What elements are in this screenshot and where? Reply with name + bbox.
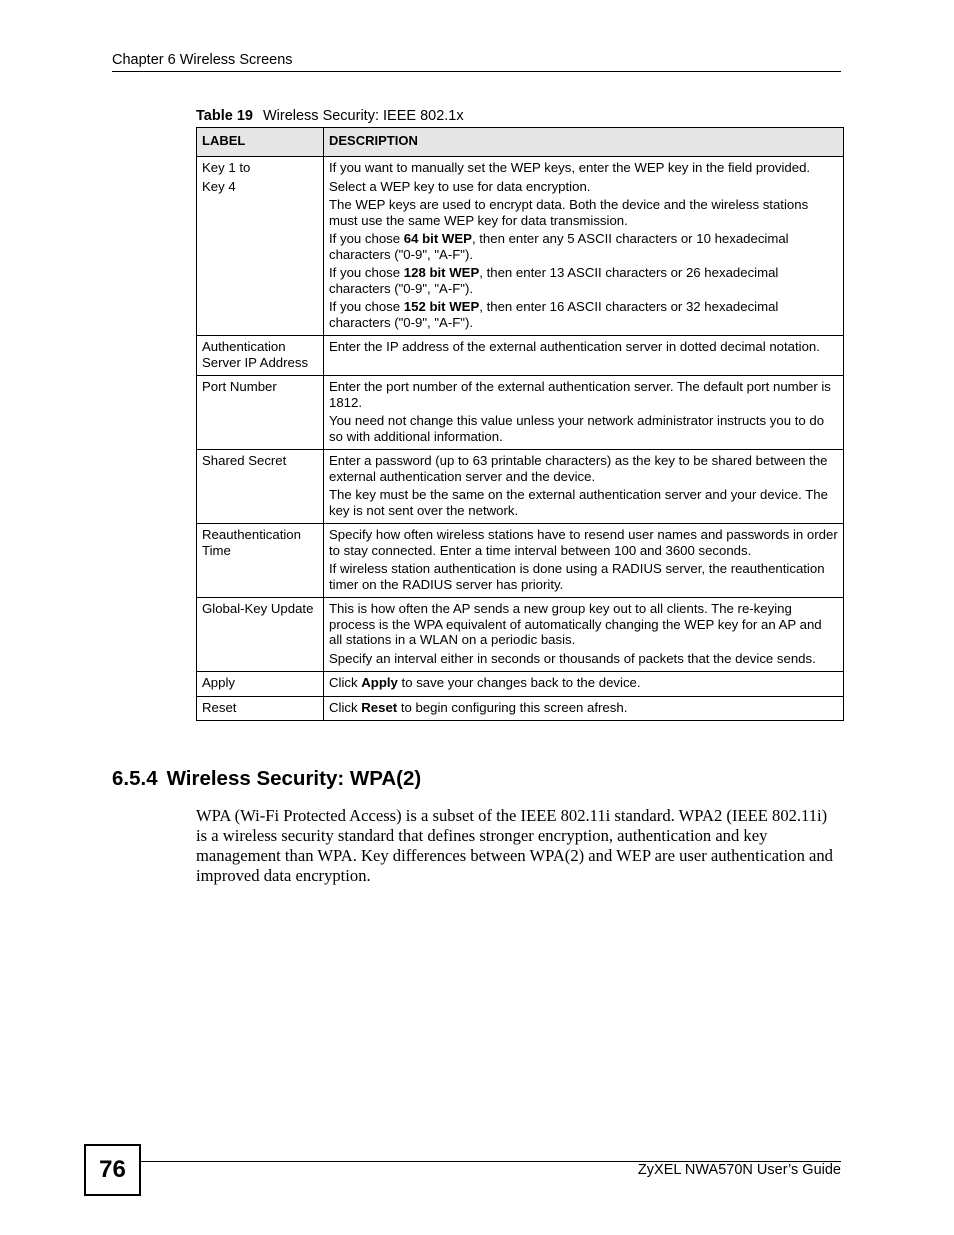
description-text: If you chose (329, 265, 404, 280)
section-heading (112, 767, 421, 791)
row-label (197, 376, 324, 450)
description-text: If you chose (329, 299, 404, 314)
row-label-line: Authentication Server IP Address (202, 339, 309, 370)
section-number: 6.5.4 (112, 767, 158, 790)
description-emphasis: Reset (361, 699, 398, 715)
description-text: Specify how often wireless stations have to resend user names and passwords in order to stay connected. Enter a time interval between 100 and 3600 seconds. (329, 527, 838, 558)
row-label (197, 598, 324, 672)
description-text: Specify an interval either in seconds or thousands of packets that the device sends. (329, 650, 816, 666)
table-row (197, 524, 844, 598)
row-label (197, 450, 324, 524)
page-number-box (84, 1144, 141, 1196)
row-label-line: Reset (202, 699, 237, 715)
description-text: , then enter 16 ASCII characters or 32 hexadecimal characters ("0-9", "A-F"). (329, 299, 779, 330)
table-caption-number: Table 19 (196, 108, 253, 124)
row-label (197, 336, 324, 376)
wireless-security-table (196, 127, 844, 721)
table-row (197, 336, 844, 376)
description-paragraph (329, 265, 838, 296)
description-paragraph (329, 700, 838, 716)
description-text: If you want to manually set the WEP keys, enter the WEP key in the field provided. (329, 160, 811, 175)
description-paragraph (329, 453, 838, 484)
description-paragraph (329, 299, 838, 330)
table-caption (196, 108, 464, 124)
row-description (324, 376, 844, 450)
running-header: Chapter 6 Wireless Screens (112, 52, 293, 68)
table-header-row (197, 128, 844, 157)
row-label-line: Shared Secret (202, 453, 287, 468)
description-text: , then enter 13 ASCII characters or 26 hexadecimal characters ("0-9", "A-F"). (329, 265, 779, 296)
row-description (324, 157, 844, 336)
column-header-label: LABEL (197, 128, 324, 157)
description-text: Enter the port number of the external authentication server. The default port number is 1812. (329, 379, 831, 410)
description-paragraph (329, 675, 838, 691)
description-text: If you chose (329, 231, 404, 246)
description-emphasis: 128 bit WEP (403, 265, 480, 280)
description-text: Enter a password (up to 63 printable characters) as the key to be shared between the external authentication server and the device. (329, 453, 828, 484)
description-paragraph (329, 231, 838, 262)
description-text: Enter the IP address of the external authentication server in dotted decimal notation. (329, 339, 820, 354)
description-text: The WEP keys are used to encrypt data. Both the device and the wireless stations must use the same WEP key for data transmission. (329, 197, 809, 228)
table-row (197, 157, 844, 336)
row-description (324, 336, 844, 376)
description-emphasis: 64 bit WEP (403, 231, 472, 246)
description-paragraph (329, 487, 838, 518)
description-paragraph (329, 179, 838, 195)
description-paragraph (329, 527, 838, 558)
description-paragraph (329, 160, 838, 176)
description-text: , then enter any 5 ASCII characters or 10 hexadecimal characters ("0-9", "A-F"). (329, 231, 789, 262)
table-row (197, 672, 844, 697)
header-divider (112, 71, 841, 72)
row-label-line: Key 1 to (202, 160, 251, 175)
column-header-description: DESCRIPTION (324, 128, 844, 157)
row-description (324, 450, 844, 524)
description-paragraph (329, 601, 838, 648)
section-body-paragraph: WPA (Wi-Fi Protected Access) is a subset of the IEEE 802.11i standard. WPA2 (IEEE 802.11i) is a wireless security standard that defines stronger encryption, authentication and key management than WPA. Key differences between WPA(2) and WEP are user authentication and improved data encryption. (196, 806, 833, 885)
description-paragraph (329, 379, 838, 410)
description-text: This is how often the AP sends a new group key out to all clients. The re-keying process is the WPA equivalent of automatically changing the WEP key for an AP and all stations in a WLAN on a periodic basis. (329, 601, 822, 647)
description-text: Click (329, 675, 362, 690)
row-label-line: Port Number (202, 379, 277, 394)
footer-guide-title: ZyXEL NWA570N User’s Guide (637, 1162, 841, 1178)
description-text: You need not change this value unless your network administrator instructs you to do so with additional information. (329, 413, 825, 444)
description-paragraph (329, 413, 838, 444)
row-description (324, 672, 844, 697)
row-label (197, 524, 324, 598)
table-caption-title: Wireless Security: IEEE 802.1x (262, 108, 464, 124)
row-label (197, 672, 324, 697)
row-label-line: Apply (202, 675, 235, 690)
table-row (197, 376, 844, 450)
description-text: to save your changes back to the device. (397, 675, 641, 690)
row-label (197, 157, 324, 336)
row-description (324, 524, 844, 598)
table-body (197, 157, 844, 721)
description-text: to begin configuring this screen afresh. (397, 699, 628, 715)
description-text: If wireless station authentication is done using a RADIUS server, the reauthentication timer on the RADIUS server has priority. (329, 561, 825, 592)
row-description (324, 696, 844, 721)
row-label (197, 696, 324, 721)
row-label-line: Reauthentication Time (202, 527, 301, 558)
row-label-line: Global-Key Update (202, 601, 314, 616)
description-paragraph (329, 651, 838, 667)
description-emphasis: 152 bit WEP (403, 299, 480, 314)
description-text: Click (329, 699, 362, 715)
row-description (324, 598, 844, 672)
description-emphasis: Apply (361, 675, 398, 690)
row-label-line: Key 4 (202, 178, 236, 194)
description-paragraph (329, 561, 838, 592)
table-row (197, 450, 844, 524)
table-row (197, 696, 844, 721)
page-number: 76 (99, 1156, 126, 1183)
description-text: The key must be the same on the external authentication server and your device. The key is not sent over the network. (329, 487, 828, 518)
description-paragraph (329, 197, 838, 228)
description-text: Select a WEP key to use for data encryption. (329, 178, 591, 194)
description-paragraph (329, 339, 838, 355)
section-title: Wireless Security: WPA(2) (166, 767, 422, 790)
table-row (197, 598, 844, 672)
